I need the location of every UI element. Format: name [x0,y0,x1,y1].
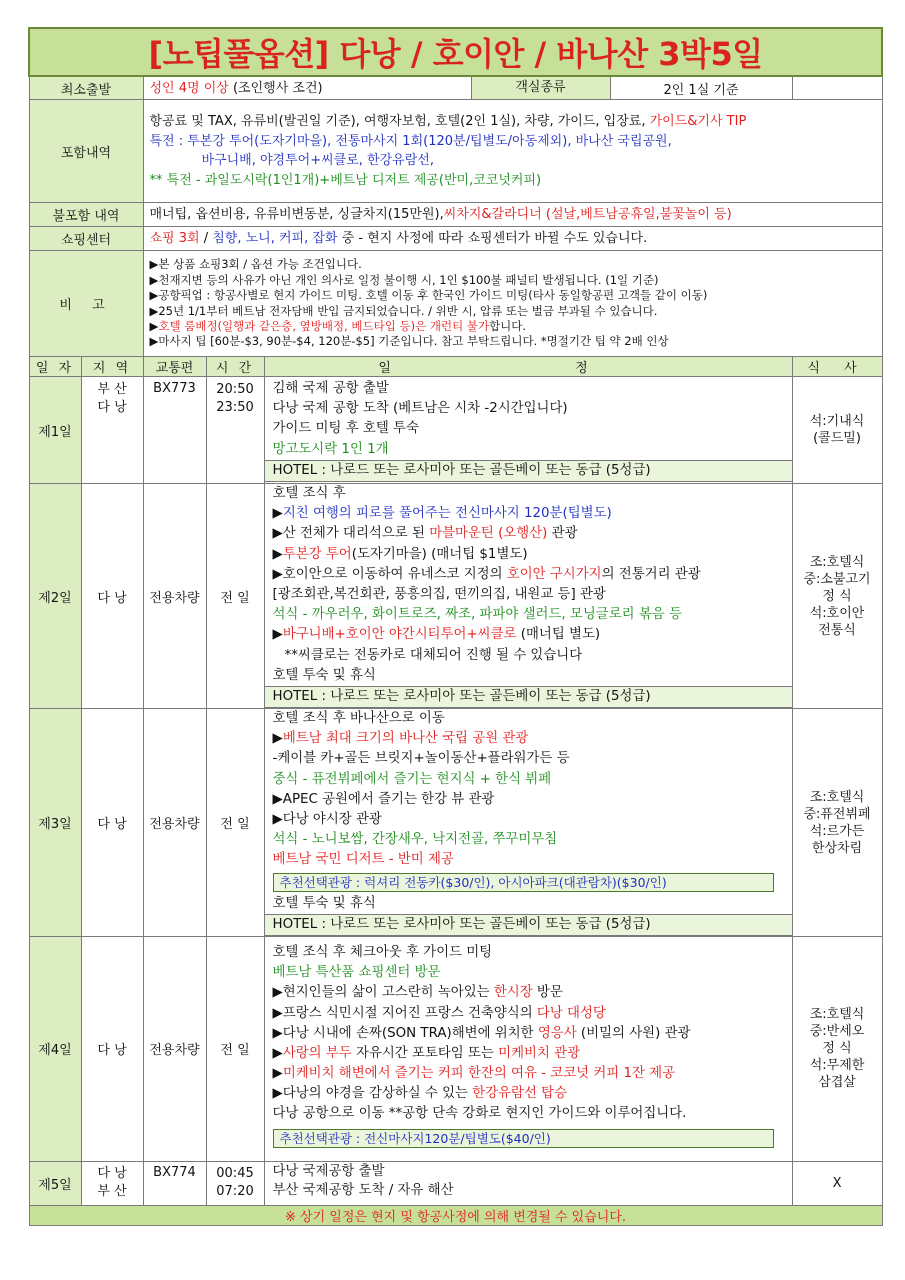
page-title: [노팁풀옵션] 다낭 / 호이안 / 바나산 3박5일 [29,28,882,76]
day-row [29,709,882,937]
day-transport: 전용차량 [143,484,206,709]
notes-label: 비 고 [29,251,143,357]
included-label: 포함내역 [29,100,143,203]
day-label: 제3일 [29,709,81,937]
day-meal: 조:호텔식 중:퓨전뷔페 석:르가든 한상차림 [792,709,882,937]
day-transport: BX773 [143,377,206,484]
day-region: 다 낭 [81,709,143,937]
day-time: 전 일 [206,709,264,937]
day-region: 다 낭 [81,484,143,709]
day-time: 20:50 23:50 [206,377,264,484]
min-departure-label: 최소출발 [29,76,143,100]
excluded-label: 불포함 내역 [29,203,143,227]
day-row [29,1161,882,1205]
day-meal: X [792,1161,882,1205]
day-transport: 전용차량 [143,709,206,937]
day-region: 다 낭 부 산 [81,1161,143,1205]
included-details: 항공료 및 TAX, 유류비(발권일 기준), 여행자보험, 호텔(2인 1실), 차량, 가이드, 입장료, 가이드&기사 TIP 특전 : 투본강 투어(도자기마을), 전통마사지 1회(120분/팁별도/아동제외), 바나산 국립공원, 바구니배, 야경투어+씨클로, 한강유람선, ** 특전 - 과일도시락(1인1개)+베트남 디저트 제공(반미,코코넛커피) [143,100,882,203]
day-meal: 조:호텔식 중:반세오 정 식 석:무제한 삼겹살 [792,936,882,1161]
day-label: 제2일 [29,484,81,709]
optional-tour-box: 추천선택관광 : 전신마사지120분/팁별도($40/인) [273,1129,774,1148]
day-region: 다 낭 [81,936,143,1161]
day-meal: 석:기내식 (콜드밀) [792,377,882,484]
day-region: 부 산 다 낭 [81,377,143,484]
excluded-details: 매너팁, 옵션비용, 유류비변동분, 싱글차지(15만원),씨차지&갈라디너 (설날,베트남공휴일,불꽃놀이 등) [143,203,882,227]
header-transport: 교통편 [143,357,206,377]
room-type-label: 객실종류 [471,77,611,99]
itinerary-sheet [28,27,881,1226]
notes-details: ▶본 상품 쇼핑3회 / 옵션 가능 조건입니다. ▶천재지변 등의 사유가 아닌 개인 의사로 일정 불이행 시, 1인 $100불 패널티 발생됩니다. (1일 기준) ▶공항픽업 : 항공사별로 현지 가이드 미팅. 호텔 이동 후 한국인 가이드 미팅(타사 동일항공편 고객들 같이 이동) ▶25년 1/1부터 베트남 전자담배 반입 금지되었습니다. / 위반 시, 압류 또는 벌금 부과될 수 있습니다. ▶호텔 룸배정(일행과 같은층, 옆방배정, 베드타입 등)은 개런티 불가합니다. ▶마사지 팁 [60분-$3, 90분-$4, 120분-$5] 기준입니다. 참고 부탁드립니다. *명절기간 팁 약 2배 인상 [143,251,882,357]
day-time: 전 일 [206,936,264,1161]
shopping-details: 쇼핑 3회 / 침향, 노니, 커피, 잡화 중 - 현지 사정에 따라 쇼핑센터가 바뀔 수도 있습니다. [143,227,882,251]
day-schedule: 다낭 국제공항 출발 부산 국제공항 도착 / 자유 해산 [264,1161,792,1205]
day-time: 전 일 [206,484,264,709]
day-schedule: 호텔 조식 후 ▶지친 여행의 피로를 풀어주는 전신마사지 120분(팁별도) ▶산 전체가 대리석으로 된 마블마운틴 (오행산) 관광 ▶투본강 투어(도자기마을) (매너팁 $1별도) ▶호이안으로 이동하여 유네스코 지정의 호이안 구시가지의 전통거리 관광 [광조회관,복건회관, 풍흥의집, 떤끼의집, 내원교 등] 관광 석식 - 까우러우, 화이트로즈, 짜조, 파파야 샐러드, 모닝글로리 볶음 등 ▶바구니배+호이안 야간시티투어+씨클로 (매너팁 별도) **씨클로는 전동카로 대체되어 진행 될 수 있습니다 호텔 투숙 및 휴식 HOTEL : 나로드 또는 로사미아 또는 골든베이 또는 동급 (5성급) [264,484,792,709]
day-transport: BX774 [143,1161,206,1205]
optional-tour-box: 추천선택관광 : 럭셔리 전동카($30/인), 아시아파크(대관람차)($30/인) [273,873,774,892]
header-day: 일 자 [29,357,81,377]
hotel-info: HOTEL : 나로드 또는 로사미아 또는 골든베이 또는 동급 (5성급) [265,686,792,708]
day-schedule: 김해 국제 공항 출발 다낭 국제 공항 도착 (베트남은 시차 -2시간입니다) 가이드 미팅 후 호텔 투숙 망고도시락 1인 1개 HOTEL : 나로드 또는 로사미아 또는 골든베이 또는 동급 (5성급) [264,377,792,484]
header-schedule: 일 정 [264,357,792,377]
day-transport: 전용차량 [143,936,206,1161]
day-row [29,484,882,709]
day-row [29,936,882,1161]
shopping-label: 쇼핑센터 [29,227,143,251]
header-meal: 식 사 [792,357,882,377]
min-departure-value: 성인 4명 이상 (조인행사 조건) [149,80,323,96]
header-region: 지 역 [81,357,143,377]
itinerary-table [28,27,883,1226]
day-schedule: 호텔 조식 후 체크아웃 후 가이드 미팅 베트남 특산품 쇼핑센터 방문 ▶현지인들의 삶이 고스란히 녹아있는 한시장 방문 ▶프랑스 식민시절 지어진 프랑스 건축양식의 다낭 대성당 ▶다낭 시내에 손짜(SON TRA)해변에 위치한 영응사 (비밀의 사원) 관광 ▶사랑의 부두 자유시간 포토타임 또는 미케비치 관광 ▶미케비치 해변에서 즐기는 커피 한잔의 여유 - 코코넛 커피 1잔 제공 ▶다낭의 야경을 감상하실 수 있는 한강유람선 탑승 다낭 공항으로 이동 **공항 단속 강화로 현지인 가이드와 이루어집니다. 추천선택관광 : 전신마사지120분/팁별도($40/인) [264,936,792,1161]
hotel-info: HOTEL : 나로드 또는 로사미아 또는 골든베이 또는 동급 (5성급) [265,460,792,482]
day-meal: 조:호텔식 중:소불고기 정 식 석:호이안 전통식 [792,484,882,709]
footer-notice: ※ 상기 일정은 현지 및 항공사정에 의해 변경될 수 있습니다. [29,1205,882,1225]
day-label: 제1일 [29,377,81,484]
hotel-info: HOTEL : 나로드 또는 로사미아 또는 골든베이 또는 동급 (5성급) [265,914,792,936]
header-time: 시 간 [206,357,264,377]
day-time: 00:45 07:20 [206,1161,264,1205]
day-label: 제5일 [29,1161,81,1205]
day-label: 제4일 [29,936,81,1161]
room-type-value: 2인 1실 기준 [663,82,739,98]
day-row [29,377,882,484]
day-schedule: 호텔 조식 후 바나산으로 이동 ▶베트남 최대 크기의 바나산 국립 공원 관광 -케이블 카+골든 브릿지+놀이동산+플라워가든 등 중식 - 퓨전뷔페에서 즐기는 현지식 + 한식 뷔페 ▶APEC 공원에서 즐기는 한강 뷰 관광 ▶다낭 야시장 관광 석식 - 노니보쌈, 간장새우, 낙지전골, 쭈꾸미무침 베트남 국민 디저트 - 반미 제공 추천선택관광 : 럭셔리 전동카($30/인), 아시아파크(대관람차)($30/인) 호텔 투숙 및 휴식 HOTEL : 나로드 또는 로사미아 또는 골든베이 또는 동급 (5성급) [264,709,792,937]
